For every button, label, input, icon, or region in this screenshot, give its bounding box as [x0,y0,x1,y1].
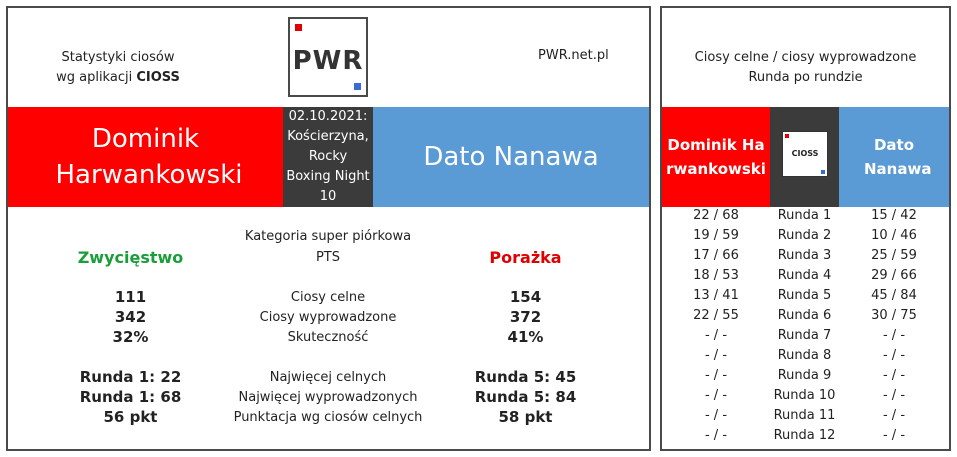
round-label: Runda 8 [777,348,832,363]
round-blue-value: - / - [882,328,906,343]
stat-blue-value: 154 [509,288,542,306]
round-row [662,408,949,428]
stat-label: Ciosy wyprowadzone [259,310,397,325]
best-red-value: Runda 1: 22 [79,368,182,386]
cioss-logo-band [770,107,839,207]
rounds-title [662,48,949,88]
round-row [662,208,949,228]
best-label: Najwięcej celnych [269,370,387,385]
best-row [8,388,649,408]
rounds-panel [660,6,951,451]
fighter-blue-name [373,107,649,207]
summary-panel [6,6,651,451]
round-blue-value: 29 / 66 [871,268,917,283]
round-row [662,308,949,328]
round-blue-value: 10 / 46 [871,228,917,243]
stat-blue-value: 41% [507,328,544,346]
round-red-value: - / - [704,368,728,383]
round-row [662,228,949,248]
rounds-fighter-red-text: Dominik Harwankowski [666,136,766,178]
round-row [662,248,949,268]
best-label: Punktacja wg ciosów celnych [233,410,423,425]
round-label: Runda 2 [777,228,832,243]
round-blue-value: - / - [882,428,906,443]
app-caption-line1: Statystyki ciosów [61,50,175,65]
round-red-value: - / - [704,388,728,403]
cioss-logo-blue-square [821,170,825,174]
round-red-value: 22 / 55 [693,308,739,323]
round-blue-value: - / - [882,348,906,363]
rounds-title-line2: Runda po rundzie [748,70,863,85]
rounds-title-line1: Ciosy celne / ciosy wyprowadzone [694,50,917,65]
result-blue: Porażka [489,248,562,267]
round-label: Runda 11 [773,408,836,423]
rounds-fighter-red [662,107,770,207]
round-label: Runda 7 [777,328,832,343]
stat-row [8,288,649,308]
round-blue-value: 45 / 84 [871,288,917,303]
app-caption-brand: CIOSS [136,70,180,85]
round-label: Runda 1 [777,208,832,223]
round-row [662,388,949,408]
stat-red-value: 342 [114,308,147,326]
best-label: Najwięcej wyprowadzonych [238,390,418,405]
round-red-value: - / - [704,428,728,443]
round-red-value: 17 / 66 [693,248,739,263]
pwr-logo [288,17,368,97]
round-label: Runda 10 [773,388,836,403]
round-label: Runda 12 [773,428,836,443]
logo-red-square [295,24,302,31]
weight-category: Kategoria super piórkowa [244,229,412,244]
round-blue-value: - / - [882,388,906,403]
round-blue-value: 25 / 59 [871,248,917,263]
round-label: Runda 9 [777,368,832,383]
best-row [8,408,649,428]
app-caption [38,48,198,88]
round-blue-value: - / - [882,408,906,423]
round-red-value: - / - [704,408,728,423]
result-red: Zwycięstwo [77,248,184,267]
round-blue-value: - / - [882,368,906,383]
round-label: Runda 3 [777,248,832,263]
round-label: Runda 4 [777,268,832,283]
round-row [662,368,949,388]
site-link[interactable]: PWR.net.pl [538,48,609,63]
cioss-logo-red-square [785,134,789,138]
round-red-value: - / - [704,348,728,363]
fighter-red-name [8,107,283,207]
app-caption-line2 [38,68,198,88]
logo-blue-square [354,83,361,90]
round-row [662,328,949,348]
stats-table [8,288,649,348]
best-blue-value: Runda 5: 45 [474,368,577,386]
event-info-text: 02.10.2021: Kościerzyna, Rocky Boxing Night 10 [286,109,370,204]
best-row [8,368,649,388]
stat-red-value: 32% [112,328,149,346]
decision-method: PTS [315,250,341,265]
round-row [662,288,949,308]
cioss-logo [782,131,828,177]
best-red-value: Runda 1: 68 [79,388,182,406]
stat-label: Skuteczność [287,330,369,345]
pwr-logo-text: PWR [292,46,364,76]
stat-blue-value: 372 [509,308,542,326]
rounds-fighter-blue [839,107,949,207]
stat-row [8,308,649,328]
stat-label: Ciosy celne [290,290,366,305]
best-blue-value: Runda 5: 84 [474,388,577,406]
round-red-value: 13 / 41 [693,288,739,303]
round-label: Runda 5 [777,288,832,303]
stat-row [8,328,649,348]
rounds-fighter-blue-text: Dato Nanawa [864,136,932,178]
best-blue-value: 58 pkt [498,408,553,426]
app-caption-prefix: wg aplikacji [56,70,137,85]
round-blue-value: 30 / 75 [871,308,917,323]
round-red-value: 19 / 59 [693,228,739,243]
round-blue-value: 15 / 42 [871,208,917,223]
fighter-red-name-text: Dominik Harwankowski [55,124,243,190]
event-info [283,107,373,207]
round-red-value: 18 / 53 [693,268,739,283]
round-row [662,348,949,368]
round-row [662,428,949,448]
fighter-blue-name-text: Dato Nanawa [423,142,599,172]
round-red-value: 22 / 68 [693,208,739,223]
round-label: Runda 6 [777,308,832,323]
round-row [662,268,949,288]
round-red-value: - / - [704,328,728,343]
bests-table [8,368,649,428]
best-red-value: 56 pkt [103,408,158,426]
stat-red-value: 111 [114,288,147,306]
cioss-logo-text: CIOSS [791,149,819,158]
